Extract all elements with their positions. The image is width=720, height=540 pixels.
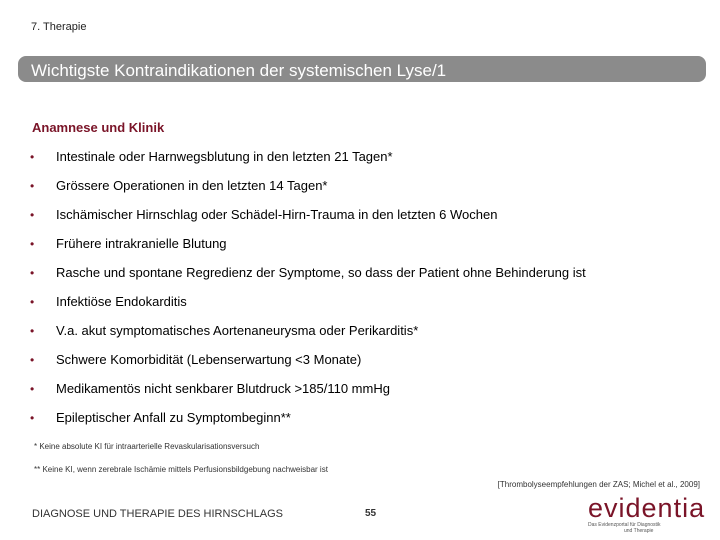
list-item-text: Epileptischer Anfall zu Symptombeginn** — [56, 410, 291, 425]
bullet-icon: • — [30, 353, 35, 367]
title-bar — [18, 56, 706, 82]
list-item-text: Ischämischer Hirnschlag oder Schädel-Hirn-Trauma in den letzten 6 Wochen — [56, 207, 498, 222]
list-item-text: Rasche und spontane Regredienz der Symptome, so dass der Patient ohne Behinderung ist — [56, 265, 586, 280]
logo-tagline-2: und Therapie — [624, 528, 654, 534]
list-item — [30, 322, 700, 351]
bullet-icon: • — [30, 179, 35, 193]
bullet-icon: • — [30, 324, 35, 338]
footnote-2: ** Keine KI, wenn zerebrale Ischämie mittels Perfusionsbildgebung nachweisbar ist — [34, 465, 328, 474]
list-item — [30, 235, 700, 264]
bullet-icon: • — [30, 411, 35, 425]
list-item — [30, 177, 700, 206]
section-label: 7. Therapie — [31, 21, 87, 33]
page-number: 55 — [365, 508, 377, 519]
list-item-text: Grössere Operationen in den letzten 14 Tagen* — [56, 178, 328, 193]
page-title: Wichtigste Kontraindikationen der systemischen Lyse/1 — [31, 61, 447, 80]
footnote-1: * Keine absolute KI für intraarterielle Revaskularisationsversuch — [34, 442, 260, 451]
bullet-icon: • — [30, 382, 35, 396]
bullet-icon: • — [30, 208, 35, 222]
bullet-icon: • — [30, 237, 35, 251]
list-item-text: V.a. akut symptomatisches Aortenaneurysma oder Perikarditis* — [56, 323, 419, 338]
footer-title: DIAGNOSE UND THERAPIE DES HIRNSCHLAGS — [32, 508, 284, 520]
list-item — [30, 409, 700, 438]
list-item — [30, 206, 700, 235]
list-item-text: Intestinale oder Harnwegsblutung in den letzten 21 Tagen* — [56, 149, 393, 164]
logo-brand: evidentia — [588, 493, 706, 523]
list-item — [30, 148, 700, 177]
contraindication-list — [30, 148, 700, 438]
subheading: Anamnese und Klinik — [32, 120, 165, 135]
bullet-icon: • — [30, 266, 35, 280]
list-item — [30, 264, 700, 293]
bullet-icon: • — [30, 295, 35, 309]
list-item-text: Infektiöse Endokarditis — [56, 294, 187, 309]
list-item — [30, 380, 700, 409]
list-item — [30, 351, 700, 380]
bullet-icon: • — [30, 150, 35, 164]
list-item — [30, 293, 700, 322]
list-item-text: Frühere intrakranielle Blutung — [56, 236, 227, 251]
logo-tagline: Das Evidenzportal für Diagnostik — [588, 522, 661, 528]
list-item-text: Medikamentös nicht senkbarer Blutdruck >185/110 mmHg — [56, 381, 390, 396]
evidentia-logo — [588, 494, 708, 534]
citation: [Thrombolyseempfehlungen der ZAS; Michel et al., 2009] — [497, 480, 700, 489]
list-item-text: Schwere Komorbidität (Lebenserwartung <3 Monate) — [56, 352, 362, 367]
